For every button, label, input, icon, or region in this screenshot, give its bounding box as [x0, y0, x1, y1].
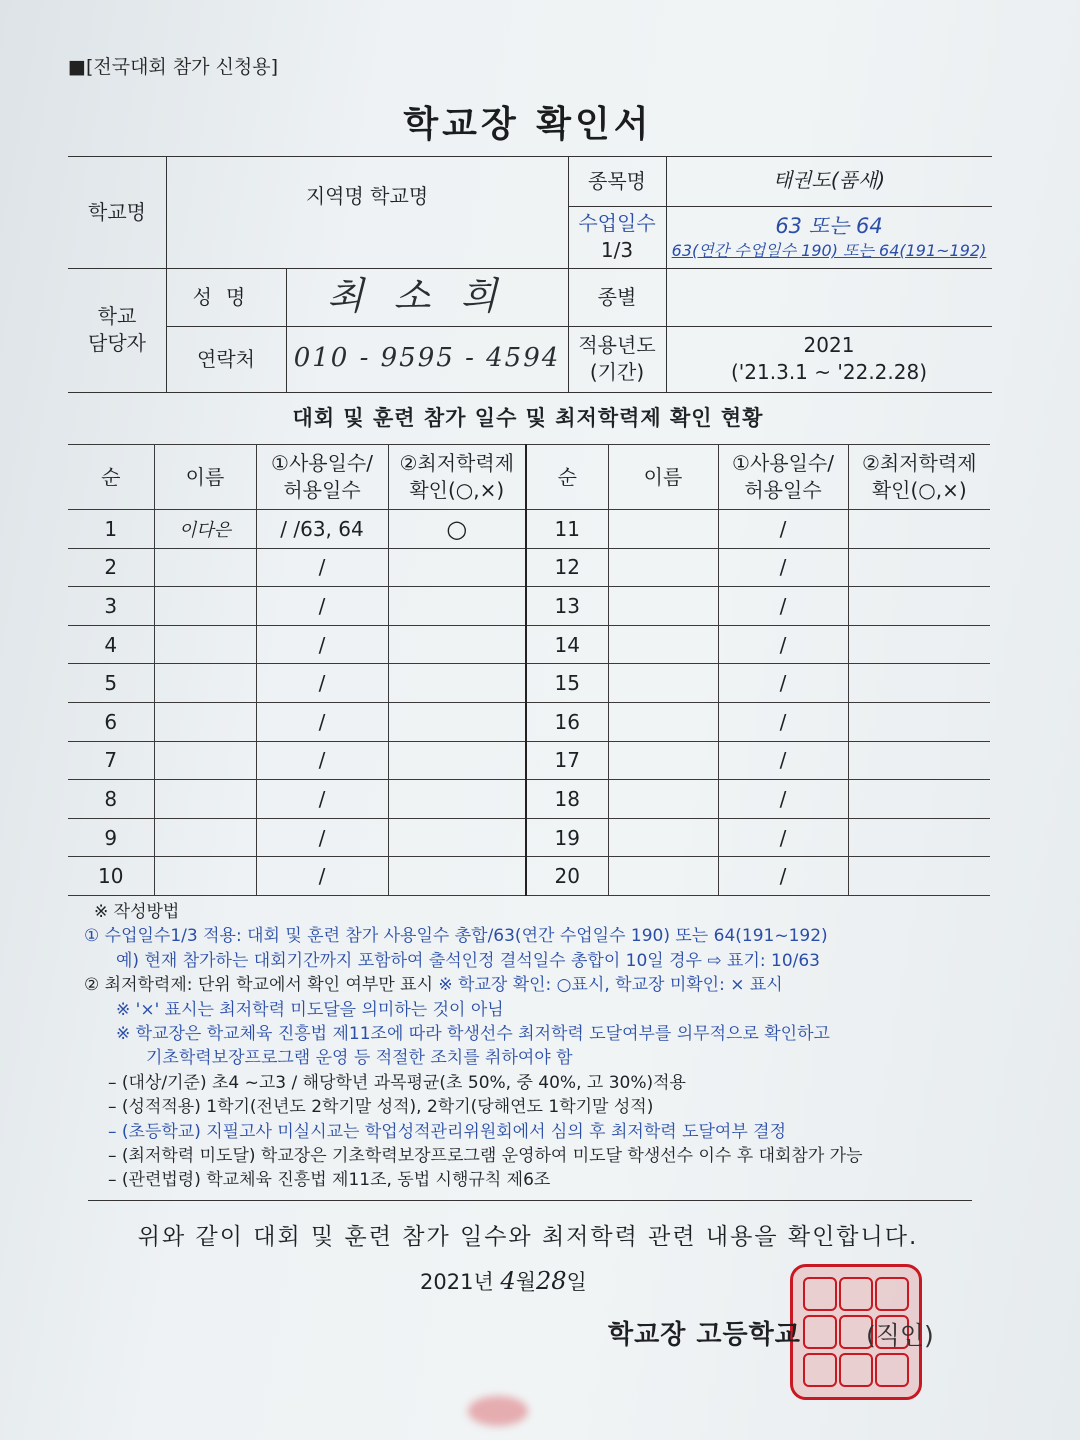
row-name: [154, 741, 256, 780]
col-name: 이름: [154, 445, 256, 510]
row-academic: [388, 664, 526, 703]
confirmation-statement: 위와 같이 대회 및 훈련 참가 일수와 최저학력 관련 내용을 확인합니다.: [137, 1224, 919, 1250]
row-name: [154, 587, 256, 626]
row-days: / /63, 64: [256, 510, 388, 549]
row-academic: [388, 818, 526, 857]
row-days: /: [718, 741, 848, 780]
row-name: [608, 587, 718, 626]
row-name: [154, 548, 256, 587]
table-row: [68, 741, 990, 780]
instruction-line: – (대상/기준) 초4 ~고3 / 해당학년 과목평균(초 50%, 중 40%, 고 30%)적용: [108, 1072, 686, 1093]
col-days-2: ①사용일수/ 허용일수: [718, 445, 848, 510]
period-value: ('21.3.1 ~ '22.2.28): [730, 360, 928, 384]
instruction-line: ① 수업일수1/3 적용: 대회 및 훈련 참가 사용일수 총합/63(연간 수업일수 190) 또는 64(191~192): [84, 926, 828, 947]
school-name-label: 학교명: [88, 199, 146, 224]
divider: [88, 1200, 972, 1201]
row-days: /: [256, 857, 388, 896]
class-days-value: 63 또는 64: [775, 214, 883, 239]
instructions: [84, 900, 990, 1193]
row-days: /: [718, 857, 848, 896]
instruction-line: ※ '×' 표시는 최저학력 미도달을 의미하는 것이 아님: [116, 999, 504, 1020]
row-number: 16: [526, 702, 608, 741]
row-days: /: [718, 664, 848, 703]
instruction-line: – (최저학력 미도달) 학교장은 기초학력보장프로그램 운영하여 미도달 학생선수 이수 후 대회참가 가능: [108, 1146, 863, 1167]
class-days-label: 수업일수: [578, 211, 656, 235]
row-days: /: [256, 548, 388, 587]
instruction-line: – (성적적용) 1학기(전년도 2학기말 성적), 2학기(당해연도 1학기말 성적): [108, 1097, 654, 1118]
row-academic: [848, 818, 990, 857]
col-days: ①사용일수/ 허용일수: [256, 445, 388, 510]
row-number: 10: [68, 857, 154, 896]
signed-date: 2021년 4월28일: [420, 1267, 587, 1295]
row-name: [608, 741, 718, 780]
row-name: [154, 818, 256, 857]
row-number: 1: [68, 510, 154, 549]
section-title: 대회 및 훈련 참가 일수 및 최저학력제 확인 현황: [292, 406, 764, 430]
row-academic: [848, 548, 990, 587]
row-number: 11: [526, 510, 608, 549]
row-name: [154, 702, 256, 741]
row-academic: [388, 625, 526, 664]
name-label: 성명: [192, 284, 260, 309]
col-academic-2: ②최저학력제 확인(○,×): [848, 445, 990, 510]
row-academic: [388, 702, 526, 741]
row-name: [608, 664, 718, 703]
seal-label: (직인): [866, 1321, 934, 1350]
sport-label: 종목명: [588, 168, 646, 193]
row-days: /: [256, 587, 388, 626]
instruction-line: 기초학력보장프로그램 운영 등 적절한 조치를 취하여야 함: [146, 1048, 573, 1069]
table-row: [68, 702, 990, 741]
instruction-line: – (초등학교) 지필고사 미실시교는 학업성적관리위원회에서 심의 후 최저학력 도달여부 결정: [108, 1121, 787, 1142]
row-number: 18: [526, 780, 608, 819]
row-days: /: [256, 702, 388, 741]
row-academic: ○: [388, 510, 526, 549]
row-days: /: [256, 664, 388, 703]
row-academic: [388, 741, 526, 780]
info-block: [68, 156, 992, 392]
year-label: 적용년도: [578, 333, 656, 357]
row-academic: [848, 664, 990, 703]
row-number: 4: [68, 625, 154, 664]
school-signature: 학교장 고등학교: [608, 1320, 801, 1350]
row-academic: [848, 587, 990, 626]
manager-name: 최소희: [326, 274, 528, 319]
instructions-heading: ※ 작성방법: [94, 902, 180, 922]
row-number: 2: [68, 548, 154, 587]
participation-table: [68, 444, 990, 896]
instruction-line: ② 최저학력제: 단위 학교에서 확인 여부만 표시 ※ 학교장 확인: ○표시, 학교장 미확인: × 표시: [84, 975, 783, 996]
row-days: /: [718, 702, 848, 741]
row-academic: [388, 780, 526, 819]
class-days-note: 63(연간 수업일수 190) 또는 64(191~192): [671, 241, 987, 261]
row-number: 15: [526, 664, 608, 703]
row-days: /: [718, 548, 848, 587]
row-name: [608, 625, 718, 664]
row-academic: [848, 857, 990, 896]
col-no-2: 순: [526, 445, 608, 510]
instruction-line: – (관련법령) 학교체육 진흥법 제11조, 동법 시행규칙 제6조: [108, 1170, 551, 1191]
instruction-line: ※ 학교장은 학교체육 진흥법 제11조에 따라 학생선수 최저학력 도달여부를 의무적으로 확인하고: [116, 1024, 830, 1045]
class-days-fraction: 1/3: [600, 238, 634, 262]
row-name: [154, 857, 256, 896]
table-row: [68, 625, 990, 664]
row-days: /: [256, 625, 388, 664]
row-academic: [388, 587, 526, 626]
table-row: [68, 780, 990, 819]
row-academic: [848, 510, 990, 549]
year-value: 2021: [803, 333, 855, 357]
table-row: [68, 857, 990, 896]
row-academic: [388, 548, 526, 587]
row-number: 14: [526, 625, 608, 664]
row-name: [608, 818, 718, 857]
event-type-label: 종별: [597, 284, 637, 309]
row-name: [608, 780, 718, 819]
row-days: /: [718, 587, 848, 626]
row-name: [608, 857, 718, 896]
row-number: 20: [526, 857, 608, 896]
row-academic: [848, 702, 990, 741]
row-name: 이다은: [154, 510, 256, 549]
row-number: 13: [526, 587, 608, 626]
row-name: [608, 510, 718, 549]
manager-label-line2: 담당자: [88, 331, 146, 355]
col-name-2: 이름: [608, 445, 718, 510]
row-academic: [848, 625, 990, 664]
row-number: 3: [68, 587, 154, 626]
row-name: [154, 664, 256, 703]
row-number: 6: [68, 702, 154, 741]
instruction-line: 예) 현재 참가하는 대회기간까지 포함하여 출석인정 결석일수 총합이 10일 경우 ⇨ 표기: 10/63: [116, 950, 820, 971]
form-category: ■[전국대회 참가 신청용]: [68, 56, 279, 78]
table-row: [68, 664, 990, 703]
row-name: [154, 625, 256, 664]
document-title: 학교장 확인서: [403, 104, 653, 145]
row-number: 7: [68, 741, 154, 780]
row-days: /: [256, 741, 388, 780]
row-number: 8: [68, 780, 154, 819]
row-academic: [848, 741, 990, 780]
row-name: [608, 548, 718, 587]
row-days: /: [256, 780, 388, 819]
table-row: [68, 548, 990, 587]
row-name: [608, 702, 718, 741]
table-row: [68, 587, 990, 626]
ink-smudge: [468, 1396, 528, 1426]
contact-value: 010 - 9595 - 4594: [293, 343, 561, 374]
row-number: 12: [526, 548, 608, 587]
row-academic: [848, 780, 990, 819]
row-number: 17: [526, 741, 608, 780]
row-days: /: [718, 780, 848, 819]
row-number: 9: [68, 818, 154, 857]
row-days: /: [256, 818, 388, 857]
manager-label-line1: 학교: [97, 304, 137, 328]
row-academic: [388, 857, 526, 896]
table-row: [68, 818, 990, 857]
col-no: 순: [68, 445, 154, 510]
row-days: /: [718, 625, 848, 664]
row-days: /: [718, 818, 848, 857]
row-days: /: [718, 510, 848, 549]
row-number: 5: [68, 664, 154, 703]
sport-value: 태권도(품새): [772, 167, 886, 192]
row-number: 19: [526, 818, 608, 857]
school-name-value: 지역명 학교명: [305, 183, 429, 208]
period-label: (기간): [589, 360, 645, 384]
contact-label: 연락처: [197, 346, 255, 371]
table-header-row: [68, 445, 990, 510]
row-name: [154, 780, 256, 819]
col-academic: ②최저학력제 확인(○,×): [388, 445, 526, 510]
table-row: [68, 510, 990, 549]
